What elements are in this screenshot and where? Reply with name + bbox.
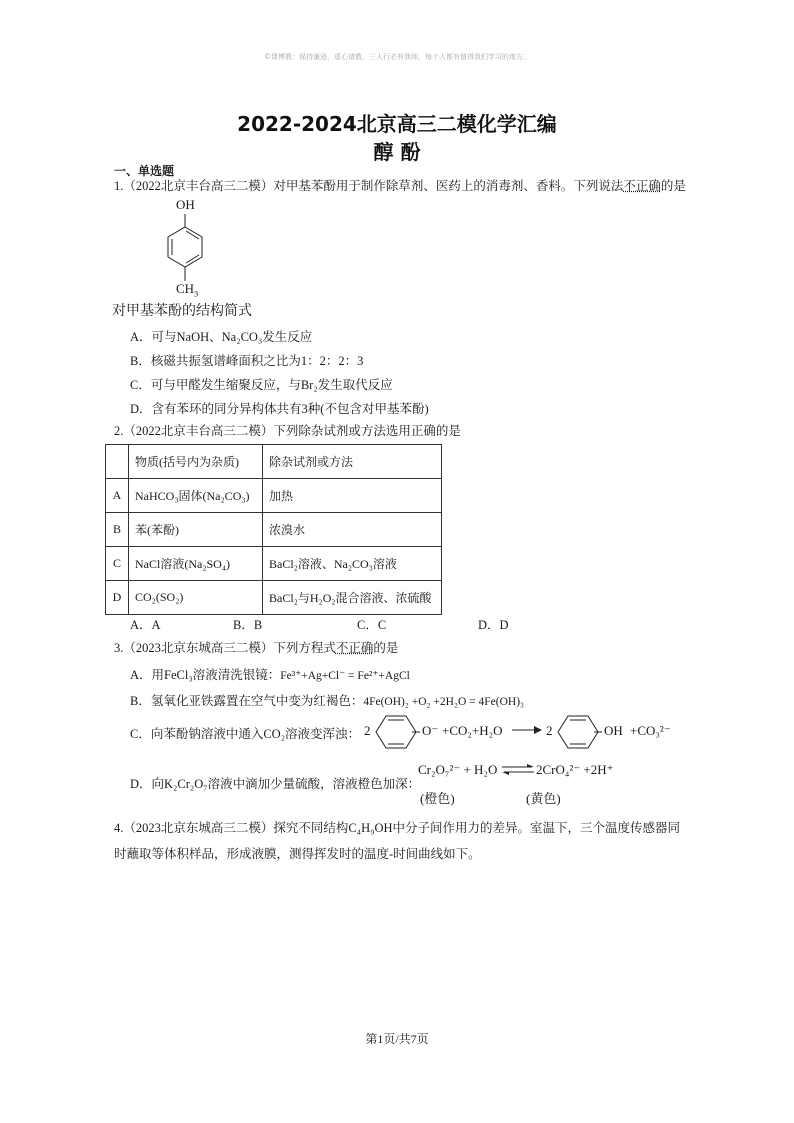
oh-label: OH bbox=[176, 197, 195, 212]
question-1-option-c: C．可与甲醛发生缩聚反应，与Br₂发生取代反应 bbox=[130, 378, 393, 392]
reaction-arrow-icon bbox=[512, 724, 542, 736]
question-4-line-1: 4.（2023北京东城高三二模）探究不同结构C₄H₉OH中分子间作用力的差异。室温下，三个温度传感器同 bbox=[114, 821, 681, 835]
table-header-row: 物质(括号内为杂质) 除杂试剂或方法 bbox=[106, 445, 442, 479]
structure-caption: 对甲基苯酚的结构简式 bbox=[112, 304, 252, 319]
question-1-stem: 1.（2022北京丰台高三二模）对甲基苯酚用于制作除草剂、医药上的消毒剂、香料。下列说法不正确的是 bbox=[114, 179, 686, 193]
question-2-answer-c: C．C bbox=[357, 618, 387, 632]
emphasis-dots: 不正确 bbox=[623, 179, 661, 193]
question-4-line-2: 时蘸取等体积样品，形成液膜，测得挥发时的温度-时间曲线如下。 bbox=[114, 847, 481, 861]
question-1-option-a: A．可与NaOH、Na₂CO₃发生反应 bbox=[130, 330, 313, 344]
question-1-option-b: B．核磁共振氢谱峰面积之比为1：2：2：3 bbox=[130, 354, 364, 368]
question-2-answer-d: D．D bbox=[478, 618, 509, 632]
p-cresol-structure bbox=[150, 197, 240, 307]
page-number: 第1页/共7页 bbox=[365, 1032, 429, 1046]
table-row: D CO₂(SO₂) BaCl₂与H₂O₂混合溶液、浓硫酸 bbox=[106, 581, 442, 615]
dichromate-equilibrium: Cr₂O₇²⁻ + H₂O 2CrO₄²⁻ +2H⁺ (橙色) (黄色) bbox=[418, 762, 614, 806]
question-1-option-d: D．含有苯环的同分异构体共有3种(不包含对甲基苯酚) bbox=[130, 402, 429, 416]
question-3-option-a: A．用FeCl₃溶液清洗银镜：Fe³⁺+Ag+Cl⁻ = Fe²⁺+AgCl bbox=[130, 668, 410, 682]
question-2-answer-a: A．A bbox=[130, 618, 161, 632]
document-subtitle: 醇 酚 bbox=[373, 140, 421, 164]
phenoxide-equation: 2 O⁻ +CO₂+H₂O 2 OH +CO₃²⁻ bbox=[360, 710, 670, 754]
ch3-label: $CH_3$ bbox=[176, 281, 199, 299]
question-2-answer-b: B．B bbox=[233, 618, 263, 632]
table-row: C NaCl溶液(Na₂SO₄) BaCl₂溶液、Na₂CO₃溶液 bbox=[106, 547, 442, 581]
document-title: 2022-2024北京高三二模化学汇编 bbox=[237, 112, 557, 136]
question-3-option-c-label: C．向苯酚钠溶液中通入CO₂溶液变浑浊： bbox=[130, 727, 361, 741]
question-3-option-b: B．氢氧化亚铁露置在空气中变为红褐色：4Fe(OH)₂ +O₂ +2H₂O = 4Fe(OH)₃ bbox=[130, 694, 525, 708]
question-2-stem: 2.（2022北京丰台高三二模）下列除杂试剂或方法选用正确的是 bbox=[114, 424, 461, 438]
question-3-option-d-label: D．向K₂Cr₂O₇溶液中滴加少量硫酸，溶液橙色加深： bbox=[130, 777, 421, 791]
benzene-ring-icon bbox=[556, 712, 602, 752]
section-heading: 一、单选题 bbox=[114, 164, 175, 178]
equilibrium-arrow-icon bbox=[502, 763, 534, 777]
benzene-ring-icon bbox=[374, 712, 420, 752]
question-3-stem: 3.（2023北京东城高三二模）下列方程式不正确的是 bbox=[114, 641, 399, 655]
table-row: A NaHCO₃固体(Na₂CO₃) 加热 bbox=[106, 479, 442, 513]
table-row: B 苯(苯酚) 浓溴水 bbox=[106, 513, 442, 547]
watermark: ©课博教：保持谦逊，虚心请教，三人行必有我师，每个人都有值得我们学习的地方。 bbox=[264, 53, 530, 61]
purification-table bbox=[105, 444, 442, 615]
